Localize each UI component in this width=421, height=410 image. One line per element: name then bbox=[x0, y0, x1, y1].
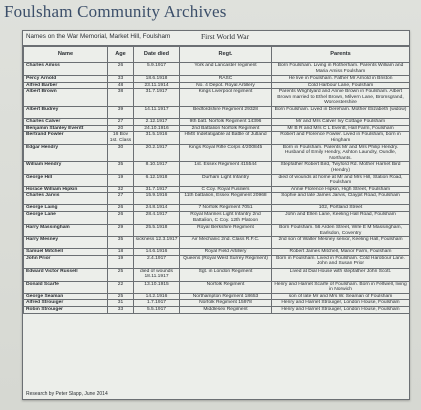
regiment-cell: RASC bbox=[180, 76, 272, 83]
name-cell: Samuel Mitchell bbox=[24, 249, 108, 256]
age-cell: 22 bbox=[108, 281, 134, 293]
name-cell: George Laing bbox=[24, 205, 108, 212]
date-died-cell: 31.7.1917 bbox=[134, 186, 180, 193]
table-row bbox=[24, 249, 410, 256]
age-cell: 26 bbox=[108, 63, 134, 76]
date-died-cell: 18.6.1918 bbox=[134, 76, 180, 83]
name-cell: George Hill bbox=[24, 174, 108, 186]
date-died-cell: sickness 12.3.1917 bbox=[134, 237, 180, 249]
regiment-cell: Royal Marines Light Infantry 2nd Battalion, C Coy. 12th Platoon bbox=[180, 211, 272, 224]
regiment-cell: C Coy. Royal Fusiliers bbox=[180, 186, 272, 193]
parents-cell: Robert and Florence Fowler. Lived in Foulsham, born in Hingham bbox=[272, 132, 410, 144]
regiment-cell: Royal Berkshire Regiment bbox=[180, 224, 272, 236]
table-row bbox=[24, 224, 410, 236]
table-row bbox=[24, 174, 410, 186]
parents-cell: son of late Mr and Mrs W. Seaman of Foulsham bbox=[272, 293, 410, 300]
date-died-cell: 15.9.1916 bbox=[134, 193, 180, 205]
age-cell: 27 bbox=[108, 193, 134, 205]
column-header-name: Name bbox=[24, 47, 108, 63]
age-cell: 33 bbox=[108, 307, 134, 314]
age-cell: 27 bbox=[108, 119, 134, 126]
table-header-row bbox=[24, 47, 410, 63]
memorial-table bbox=[23, 46, 410, 314]
name-cell: Charles Calver bbox=[24, 119, 108, 126]
table-row bbox=[24, 119, 410, 126]
table-row bbox=[24, 300, 410, 307]
date-died-cell: 31.5.1916 bbox=[134, 132, 180, 144]
parents-cell: He live in Foulsham. Father Mr Arnold in Briston bbox=[272, 76, 410, 83]
war-name: First World War bbox=[201, 32, 250, 41]
parents-cell: Sophie and late James Jarvis, Claypit Road, Foulsham bbox=[272, 193, 410, 205]
date-died-cell: 13.10.1915 bbox=[134, 281, 180, 293]
table-row bbox=[24, 144, 410, 162]
regiment-cell: Sgt. in London Regiment bbox=[180, 268, 272, 281]
date-died-cell: 28.4.1917 bbox=[134, 211, 180, 224]
age-cell: 29 bbox=[108, 224, 134, 236]
parents-cell: Mr and Mrs Calver Ivy Cottage Foulsham bbox=[272, 119, 410, 126]
table-row bbox=[24, 125, 410, 132]
table-row bbox=[24, 205, 410, 212]
table-row bbox=[24, 193, 410, 205]
age-cell: 18 bbox=[108, 249, 134, 256]
age-cell: 35 bbox=[108, 162, 134, 174]
age-cell: 33 bbox=[108, 76, 134, 83]
name-cell: Bertrand Fowler bbox=[24, 132, 108, 144]
table-row bbox=[24, 132, 410, 144]
parents-cell: Stepfather Robert Bird, Twyford Rd. Mother Harriet Bird (Hendry) bbox=[272, 162, 410, 174]
age-cell: 25 bbox=[108, 293, 134, 300]
parents-cell: Born in Foulsham. Lived in Foulsham. Cold Harobour Lane. John and Susan Prior bbox=[272, 255, 410, 268]
table-row bbox=[24, 63, 410, 76]
date-died-cell: 31.7.1917 bbox=[134, 89, 180, 107]
parents-cell: died of wounds at home at Mr and Mrs Hill, Station Road, Foulsham bbox=[272, 174, 410, 186]
name-cell: John Prior bbox=[24, 255, 108, 268]
table-row bbox=[24, 237, 410, 249]
regiment-cell: 1st. Essex Regiment 415544 bbox=[180, 162, 272, 174]
age-cell: 25 bbox=[108, 268, 134, 281]
regiment-cell: Kings Liverpool regiment bbox=[180, 89, 272, 107]
date-died-cell: 2.12.1917 bbox=[134, 119, 180, 126]
parents-cell: John and Ellen Lane, Keeling Hall Road, Foulsham bbox=[272, 211, 410, 224]
date-died-cell: 24.10.1916 bbox=[134, 125, 180, 132]
age-cell: 20 bbox=[108, 125, 134, 132]
regiment-cell: Air Mechanic 2nd. Class R.F.C. bbox=[180, 237, 272, 249]
name-cell: Alfred Strouiger bbox=[24, 300, 108, 307]
name-cell: Charles Amiss bbox=[24, 63, 108, 76]
regiment-cell: Northampton Regiment 18653 bbox=[180, 293, 272, 300]
date-died-cell: 23.11.1914 bbox=[134, 82, 180, 89]
column-header-parents: Parents bbox=[272, 47, 410, 63]
date-died-cell: 5.9.1917 bbox=[134, 63, 180, 76]
table-row bbox=[24, 281, 410, 293]
parents-cell: Annie Florence Hipkin, High Street, Foulsham bbox=[272, 186, 410, 193]
age-cell: 30 bbox=[108, 144, 134, 162]
parents-cell: Robert James Mitchell, Manor Farm, Foulsham bbox=[272, 249, 410, 256]
parents-cell: Henry and Harriet Scarfe of Foulsham. Born in Feltwell, living in Norwich bbox=[272, 281, 410, 293]
date-died-cell: 25.5.1918 bbox=[134, 224, 180, 236]
parents-cell: Born Foulsham. 56 Arden Street, Wife E M Massingham, Earlsdon, Coventry bbox=[272, 224, 410, 236]
parents-cell: Parents Wrightyard and Annie Brown in Foulsham. Albert Brown married to Ethel Brown, Milvern Lane, Bromsgrand, Worcestershire bbox=[272, 89, 410, 107]
name-cell: Robin Strouiger bbox=[24, 307, 108, 314]
regiment-cell: No. 4 Depot. Royal Artillery bbox=[180, 82, 272, 89]
sheet-header bbox=[23, 31, 409, 46]
name-cell: Albert Brown bbox=[24, 89, 108, 107]
name-cell: Alfred Barber bbox=[24, 82, 108, 89]
name-cell: Charles Jarvis bbox=[24, 193, 108, 205]
age-cell: 26 bbox=[108, 211, 134, 224]
column-header-age: Age bbox=[108, 47, 134, 63]
table-row bbox=[24, 255, 410, 268]
date-died-cell: 14.6.1916 bbox=[134, 249, 180, 256]
age-cell: 39 bbox=[108, 107, 134, 119]
regiment-cell: Queens (Royal West Surrey Regiment) bbox=[180, 255, 272, 268]
research-credit: Research by Peter Slapp, June 2014 bbox=[26, 391, 108, 397]
date-died-cell: 14.11.1917 bbox=[134, 107, 180, 119]
date-died-cell: 24.8.1914 bbox=[134, 205, 180, 212]
regiment-cell: 11th battalion, Essex Regiment 20968 bbox=[180, 193, 272, 205]
parents-cell: Mr B R and Mrs C L Everitt, Hall Farm, Foulsham bbox=[272, 125, 410, 132]
name-cell: George Lane bbox=[24, 211, 108, 224]
regiment-cell: Norfolk Regiment 15978 bbox=[180, 300, 272, 307]
regiment-cell: HMS Indefatigable at Battle of Jutland bbox=[180, 132, 272, 144]
date-died-cell: 6.12.1918 bbox=[134, 174, 180, 186]
column-header-regt: Regt. bbox=[180, 47, 272, 63]
date-died-cell: 5.5.1917 bbox=[134, 307, 180, 314]
table-row bbox=[24, 307, 410, 314]
table-row bbox=[24, 293, 410, 300]
age-cell: 19 bbox=[108, 174, 134, 186]
age-cell: 31 bbox=[108, 300, 134, 307]
date-died-cell: died of wounds 18.11.1917 bbox=[134, 268, 180, 281]
parents-cell: Born Foulsham. Lived in Dereham. Mother Elizabeth (widow) bbox=[272, 107, 410, 119]
name-cell: Percy Arnold bbox=[24, 76, 108, 83]
memorial-name: Names on the War Memorial, Market Hill, Foulsham bbox=[26, 33, 171, 40]
regiment-cell: 2nd Battalion Norfolk Regiment bbox=[180, 125, 272, 132]
regiment-cell: Royal Field Artillery bbox=[180, 249, 272, 256]
name-cell: Edgar Hendry bbox=[24, 144, 108, 162]
regiment-cell: 7 Norfolk Regiment 7051 bbox=[180, 205, 272, 212]
name-cell: Harry Mesney bbox=[24, 237, 108, 249]
date-died-cell: 14.2.1916 bbox=[134, 293, 180, 300]
parents-cell: Henry and Harriet Strouiger, London House, Foulsham bbox=[272, 307, 410, 314]
parents-cell: Cold Harbour Lane, Foulsham bbox=[272, 82, 410, 89]
table-row bbox=[24, 186, 410, 193]
name-cell: Donald Scarfe bbox=[24, 281, 108, 293]
name-cell: William Hendry bbox=[24, 162, 108, 174]
age-cell: 26 bbox=[108, 205, 134, 212]
archive-title: Foulsham Community Archives bbox=[4, 2, 227, 21]
regiment-cell: 9th batt. Norfolk Regiment 14396 bbox=[180, 119, 272, 126]
parents-cell: 102, Portland Street bbox=[272, 205, 410, 212]
age-cell: 38 bbox=[108, 89, 134, 107]
column-header-date: Date died bbox=[134, 47, 180, 63]
age-cell: 32 bbox=[108, 186, 134, 193]
memorial-sheet bbox=[22, 30, 410, 400]
date-died-cell: 20.2.1917 bbox=[134, 144, 180, 162]
age-cell: 19 bbox=[108, 255, 134, 268]
table-row bbox=[24, 268, 410, 281]
regiment-cell: Durham Light Infantry bbox=[180, 174, 272, 186]
name-cell: Benjamin Stanley Everitt bbox=[24, 125, 108, 132]
date-died-cell: 1.7.1917 bbox=[134, 300, 180, 307]
regiment-cell: Middlesex Regiment bbox=[180, 307, 272, 314]
regiment-cell: York and Lancaster regiment bbox=[180, 63, 272, 76]
date-died-cell: 8.10.1917 bbox=[134, 162, 180, 174]
parents-cell: Henry and Harriet Strouiger, London House, Foulsham bbox=[272, 300, 410, 307]
name-cell: Edward Victor Russell bbox=[24, 268, 108, 281]
table-row bbox=[24, 76, 410, 83]
parents-cell: 2nd son of Walter Mesney senior, Keeling Hall, Foulsham bbox=[272, 237, 410, 249]
regiment-cell: Kings Royal Rifle Corps 4/200845 bbox=[180, 144, 272, 162]
name-cell: Harry Massingham bbox=[24, 224, 108, 236]
parents-cell: Born in Foulsham. Parents Mr and Mrs Philip Hendry. Husband of Emily Hendry, Ashton Laundry, Oundle, Northants. bbox=[272, 144, 410, 162]
table-row bbox=[24, 162, 410, 174]
parents-cell: Lived at Dial House with stepfather John Scott. bbox=[272, 268, 410, 281]
name-cell: Horace William Hipkin bbox=[24, 186, 108, 193]
age-cell: 35 bbox=[108, 237, 134, 249]
table-row bbox=[24, 89, 410, 107]
name-cell: Albert Budrey bbox=[24, 107, 108, 119]
parents-cell: Born Foulsham. Living in Rotherham. Parents William and Maria Amiss Foulsham bbox=[272, 63, 410, 76]
table-row bbox=[24, 82, 410, 89]
regiment-cell: Norfolk Regiment bbox=[180, 281, 272, 293]
date-died-cell: 2.4.1917 bbox=[134, 255, 180, 268]
regiment-cell: Bedfordshire Regiment 29328 bbox=[180, 107, 272, 119]
age-cell: 16 Bov 1st. Class bbox=[108, 132, 134, 144]
table-row bbox=[24, 107, 410, 119]
age-cell: 48 bbox=[108, 82, 134, 89]
name-cell: George Seaman bbox=[24, 293, 108, 300]
table-row bbox=[24, 211, 410, 224]
